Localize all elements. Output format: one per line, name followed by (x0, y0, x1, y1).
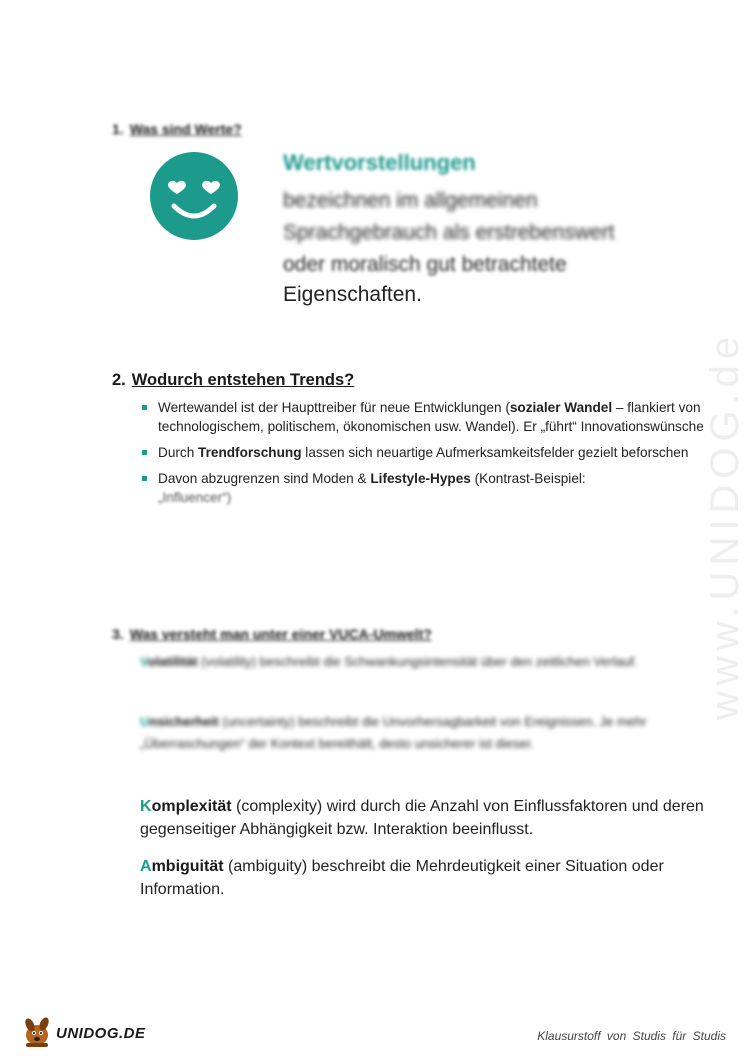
bullet-text: (Kontrast-Beispiel: (470, 471, 586, 486)
bullet-square-icon (142, 450, 147, 455)
section-3-number: 3. (112, 626, 124, 642)
bullet-text: Wertewandel ist der Haupttreiber für neue Entwicklungen ( (158, 400, 510, 415)
vuca-item-ambiguity (140, 855, 710, 901)
vuca-item-uncertainty (140, 711, 710, 755)
watermark: www.UNIDOG.de (703, 330, 747, 720)
bullet-text: lassen sich neuartige Aufmerksamkeitsfelder gezielt beforschen (301, 445, 689, 460)
bullet-text: – flankiert von technologischem, politischem, ökonomischen usw. Wandel). Er „führt“ Innovationswünsche (158, 400, 704, 434)
vuca-term: olatilität (147, 654, 198, 669)
bullet-text: Durch (158, 445, 199, 460)
list-item (140, 443, 710, 462)
bullet-square-icon (142, 405, 147, 410)
definition-line-3: oder moralisch gut betrachtete (283, 253, 567, 276)
vuca-item-complexity (140, 795, 710, 841)
vuca-description: (volatility) beschreibt die Schwankungsintensität über den zeitlichen Verlauf. (197, 654, 638, 669)
section-3-heading-text: Was versteht man unter einer VUCA-Umwelt? (129, 626, 432, 642)
list-item (140, 398, 710, 436)
footer-brand: UNIDOG.DE (56, 1025, 146, 1042)
section-2-heading-text: Wodurch entstehen Trends? (131, 371, 355, 389)
bullet-text-faint: „Influencer“) (158, 490, 232, 505)
definition-line-2: Sprachgebrauch als erstrebenswert (283, 221, 615, 244)
wertvorstellungen-title: Wertvorstellungen (283, 150, 476, 175)
section-2-heading (112, 371, 354, 390)
definition-line-4: Eigenschaften. (283, 283, 422, 306)
section-1-number: 1. (112, 121, 124, 137)
vuca-term: mbiguität (151, 858, 224, 875)
bullet-text: Davon abzugrenzen sind Moden & (158, 471, 371, 486)
vuca-description: (complexity) wird durch die Anzahl von Einflussfaktoren und deren gegenseitiger Abhängigkeit bzw. Interaktion beeinflusst. (140, 798, 704, 838)
bullet-bold-term: Trendforschung (198, 445, 302, 460)
definition-line-1: bezeichnen im allgemeinen (283, 189, 538, 212)
section-1-heading-text: Was sind Werte? (129, 121, 242, 137)
trends-bullet-list (140, 398, 710, 514)
vuca-term: nsicherheit (149, 714, 219, 729)
section-1-heading (112, 121, 242, 137)
bullet-bold-term: sozialer Wandel (509, 400, 613, 415)
bullet-bold-term: Lifestyle-Hypes (370, 471, 471, 486)
section-2-number: 2. (112, 371, 126, 389)
vuca-item-volatility (140, 651, 710, 673)
vuca-term: omplexität (151, 798, 232, 815)
vuca-letter: U (140, 714, 150, 729)
vuca-description: (ambiguity) beschreibt die Mehrdeutigkeit einer Situation oder Information. (140, 858, 664, 898)
footer-tagline: Klausurstoff von Studis für Studis (537, 1029, 726, 1043)
vuca-letter: A (140, 858, 152, 875)
list-item (140, 469, 710, 507)
section-3-heading (112, 626, 432, 642)
bullet-square-icon (142, 476, 147, 481)
vuca-letter: K (140, 798, 152, 815)
vuca-letter: V (140, 654, 148, 669)
vuca-description: (uncertainty) beschreibt die Unvorhersagbarkeit von Ereignissen. Je mehr „Überraschungen“ der Kontext bereithält, desto unsicherer ist dieser. (140, 714, 647, 751)
smiley-heart-eyes-icon (150, 152, 238, 240)
